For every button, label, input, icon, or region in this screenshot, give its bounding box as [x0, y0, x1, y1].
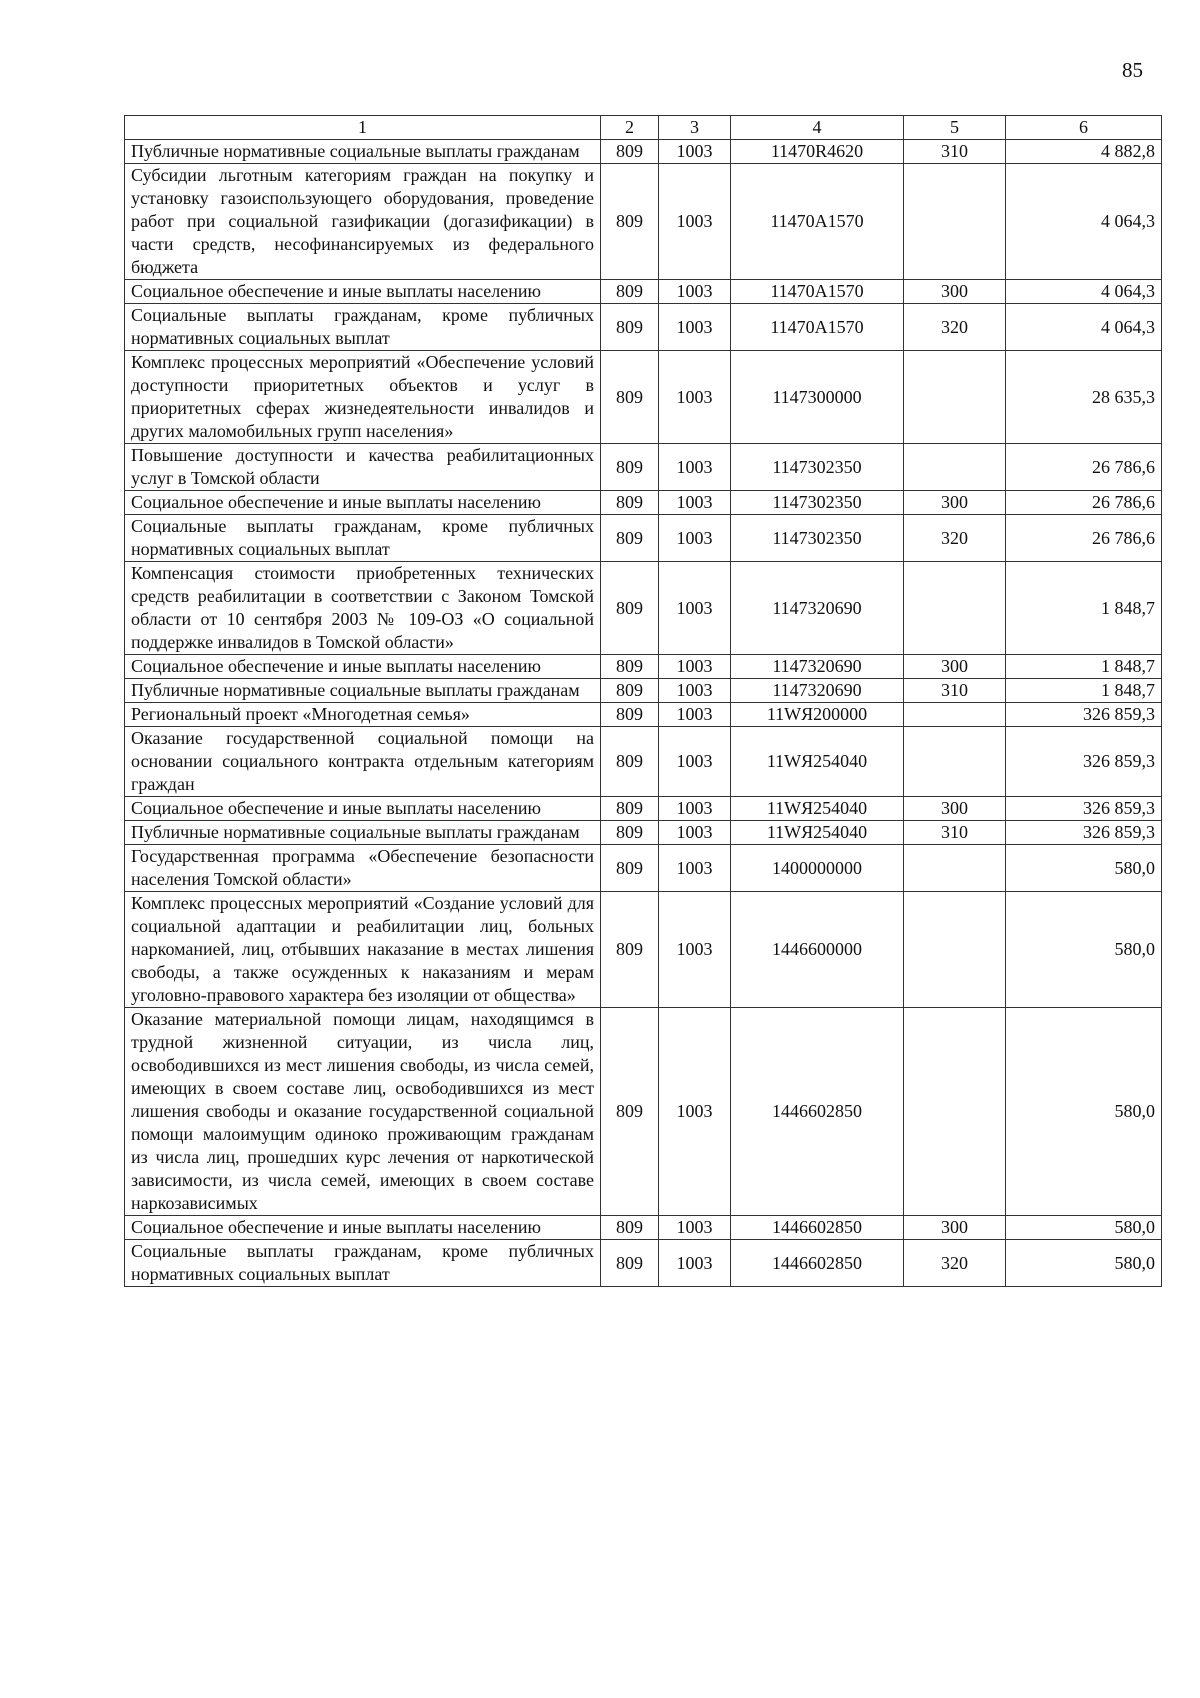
row-vr-cell: 320 — [904, 304, 1006, 351]
row-name-cell: Социальное обеспечение и иные выплаты населению — [125, 655, 601, 679]
row-ved-cell: 809 — [601, 140, 659, 164]
row-name-cell: Повышение доступности и качества реабилитационных услуг в Томской области — [125, 444, 601, 491]
table-row — [125, 140, 1162, 164]
row-vr-cell: 320 — [904, 515, 1006, 562]
row-sum-cell: 580,0 — [1006, 1008, 1162, 1216]
table-row — [125, 727, 1162, 797]
row-ved-cell: 809 — [601, 280, 659, 304]
row-razdel-cell: 1003 — [659, 562, 731, 655]
row-razdel-cell: 1003 — [659, 280, 731, 304]
table-row — [125, 491, 1162, 515]
table-row — [125, 562, 1162, 655]
row-name-cell: Публичные нормативные социальные выплаты гражданам — [125, 140, 601, 164]
row-sum-cell: 26 786,6 — [1006, 444, 1162, 491]
row-csr-cell: 11470A1570 — [731, 304, 904, 351]
row-sum-cell: 326 859,3 — [1006, 797, 1162, 821]
row-vr-cell — [904, 892, 1006, 1008]
row-vr-cell — [904, 562, 1006, 655]
row-csr-cell: 1446602850 — [731, 1008, 904, 1216]
header-col-1: 1 — [125, 116, 601, 140]
row-ved-cell: 809 — [601, 703, 659, 727]
table-body — [125, 140, 1162, 1287]
row-sum-cell: 580,0 — [1006, 892, 1162, 1008]
row-sum-cell: 580,0 — [1006, 1240, 1162, 1287]
row-sum-cell: 4 064,3 — [1006, 304, 1162, 351]
row-razdel-cell: 1003 — [659, 727, 731, 797]
row-razdel-cell: 1003 — [659, 845, 731, 892]
row-ved-cell: 809 — [601, 515, 659, 562]
row-sum-cell: 28 635,3 — [1006, 351, 1162, 444]
row-vr-cell: 300 — [904, 280, 1006, 304]
row-sum-cell: 326 859,3 — [1006, 821, 1162, 845]
table-row — [125, 1216, 1162, 1240]
row-vr-cell: 320 — [904, 1240, 1006, 1287]
row-razdel-cell: 1003 — [659, 679, 731, 703]
row-razdel-cell: 1003 — [659, 444, 731, 491]
row-csr-cell: 11470A1570 — [731, 164, 904, 280]
row-ved-cell: 809 — [601, 562, 659, 655]
row-name-cell: Комплекс процессных мероприятий «Обеспечение условий доступности приоритетных объектов и услуг в приоритетных сферах жизнедеятельности инвалидов и других маломобильных групп населения» — [125, 351, 601, 444]
row-csr-cell: 11470A1570 — [731, 280, 904, 304]
row-ved-cell: 809 — [601, 1008, 659, 1216]
row-razdel-cell: 1003 — [659, 164, 731, 280]
row-ved-cell: 809 — [601, 892, 659, 1008]
table-header — [125, 116, 1162, 140]
table-row — [125, 444, 1162, 491]
page-number: 85 — [1122, 58, 1143, 82]
row-vr-cell: 300 — [904, 491, 1006, 515]
row-razdel-cell: 1003 — [659, 351, 731, 444]
row-sum-cell: 26 786,6 — [1006, 491, 1162, 515]
row-ved-cell: 809 — [601, 1216, 659, 1240]
row-vr-cell — [904, 703, 1006, 727]
row-sum-cell: 580,0 — [1006, 1216, 1162, 1240]
row-vr-cell — [904, 164, 1006, 280]
row-csr-cell: 1446602850 — [731, 1240, 904, 1287]
header-col-6: 6 — [1006, 116, 1162, 140]
row-razdel-cell: 1003 — [659, 515, 731, 562]
row-sum-cell: 326 859,3 — [1006, 703, 1162, 727]
row-ved-cell: 809 — [601, 845, 659, 892]
row-razdel-cell: 1003 — [659, 491, 731, 515]
table-row — [125, 515, 1162, 562]
table-row — [125, 845, 1162, 892]
row-name-cell: Социальное обеспечение и иные выплаты населению — [125, 491, 601, 515]
row-ved-cell: 809 — [601, 821, 659, 845]
row-ved-cell: 809 — [601, 164, 659, 280]
header-row — [125, 116, 1162, 140]
row-csr-cell: 1147320690 — [731, 655, 904, 679]
table-row — [125, 351, 1162, 444]
row-vr-cell — [904, 727, 1006, 797]
row-razdel-cell: 1003 — [659, 797, 731, 821]
row-razdel-cell: 1003 — [659, 1216, 731, 1240]
row-name-cell: Социальное обеспечение и иные выплаты населению — [125, 797, 601, 821]
row-name-cell: Субсидии льготным категориям граждан на покупку и установку газоиспользующего оборудования, проведение работ при социальной газификации (догазификации) в части средств, несофинансируемых из федерального бюджета — [125, 164, 601, 280]
row-sum-cell: 1 848,7 — [1006, 655, 1162, 679]
row-csr-cell: 1400000000 — [731, 845, 904, 892]
row-name-cell: Социальные выплаты гражданам, кроме публичных нормативных социальных выплат — [125, 1240, 601, 1287]
row-csr-cell: 1147320690 — [731, 562, 904, 655]
row-razdel-cell: 1003 — [659, 821, 731, 845]
row-sum-cell: 26 786,6 — [1006, 515, 1162, 562]
row-name-cell: Комплекс процессных мероприятий «Создание условий для социальной адаптации и реабилитации лиц, больных наркоманией, лиц, отбывших наказание в местах лишения свободы, а также осужденных к наказаниям и мерам уголовно-правового характера без изоляции от общества» — [125, 892, 601, 1008]
row-ved-cell: 809 — [601, 797, 659, 821]
header-col-2: 2 — [601, 116, 659, 140]
row-vr-cell — [904, 1008, 1006, 1216]
table-row — [125, 304, 1162, 351]
table-row — [125, 821, 1162, 845]
table-row — [125, 797, 1162, 821]
row-ved-cell: 809 — [601, 491, 659, 515]
row-name-cell: Социальное обеспечение и иные выплаты населению — [125, 1216, 601, 1240]
row-sum-cell: 4 882,8 — [1006, 140, 1162, 164]
row-csr-cell: 1147302350 — [731, 444, 904, 491]
table-row — [125, 679, 1162, 703]
row-vr-cell — [904, 845, 1006, 892]
row-ved-cell: 809 — [601, 351, 659, 444]
row-vr-cell — [904, 351, 1006, 444]
table-row — [125, 280, 1162, 304]
row-ved-cell: 809 — [601, 1240, 659, 1287]
row-sum-cell: 1 848,7 — [1006, 679, 1162, 703]
row-razdel-cell: 1003 — [659, 655, 731, 679]
row-name-cell: Публичные нормативные социальные выплаты гражданам — [125, 821, 601, 845]
row-sum-cell: 326 859,3 — [1006, 727, 1162, 797]
row-sum-cell: 4 064,3 — [1006, 280, 1162, 304]
row-ved-cell: 809 — [601, 444, 659, 491]
row-name-cell: Оказание материальной помощи лицам, находящимся в трудной жизненной ситуации, из числа лиц, освободившихся из мест лишения свободы, из числа семей, имеющих в своем составе лиц, освободившихся из мест лишения свободы и оказание государственной социальной помощи малоимущим одиноко проживающим гражданам из числа лиц, прошедших курс лечения от наркотической зависимости, из числа семей, имеющих в своем составе наркозависимых — [125, 1008, 601, 1216]
row-name-cell: Социальные выплаты гражданам, кроме публичных нормативных социальных выплат — [125, 304, 601, 351]
header-col-4: 4 — [731, 116, 904, 140]
row-csr-cell: 11WЯ254040 — [731, 797, 904, 821]
row-name-cell: Социальные выплаты гражданам, кроме публичных нормативных социальных выплат — [125, 515, 601, 562]
row-razdel-cell: 1003 — [659, 1240, 731, 1287]
row-name-cell: Публичные нормативные социальные выплаты гражданам — [125, 679, 601, 703]
row-name-cell: Социальное обеспечение и иные выплаты населению — [125, 280, 601, 304]
row-sum-cell: 580,0 — [1006, 845, 1162, 892]
header-col-3: 3 — [659, 116, 731, 140]
table-row — [125, 1008, 1162, 1216]
row-csr-cell: 1446600000 — [731, 892, 904, 1008]
table-row — [125, 655, 1162, 679]
row-razdel-cell: 1003 — [659, 304, 731, 351]
budget-table — [124, 115, 1162, 1287]
row-ved-cell: 809 — [601, 679, 659, 703]
row-name-cell: Компенсация стоимости приобретенных технических средств реабилитации в соответствии с Законом Томской области от 10 сентября 2003 № 109-ОЗ «О социальной поддержке инвалидов в Томской области» — [125, 562, 601, 655]
row-vr-cell — [904, 444, 1006, 491]
table-row — [125, 892, 1162, 1008]
row-vr-cell: 300 — [904, 1216, 1006, 1240]
row-csr-cell: 1446602850 — [731, 1216, 904, 1240]
table-row — [125, 164, 1162, 280]
row-vr-cell: 300 — [904, 655, 1006, 679]
row-ved-cell: 809 — [601, 655, 659, 679]
row-name-cell: Оказание государственной социальной помощи на основании социального контракта отдельным категориям граждан — [125, 727, 601, 797]
row-ved-cell: 809 — [601, 727, 659, 797]
row-ved-cell: 809 — [601, 304, 659, 351]
row-csr-cell: 1147300000 — [731, 351, 904, 444]
header-col-5: 5 — [904, 116, 1006, 140]
row-vr-cell: 310 — [904, 821, 1006, 845]
table-row — [125, 1240, 1162, 1287]
row-razdel-cell: 1003 — [659, 892, 731, 1008]
row-razdel-cell: 1003 — [659, 1008, 731, 1216]
row-sum-cell: 1 848,7 — [1006, 562, 1162, 655]
row-razdel-cell: 1003 — [659, 703, 731, 727]
row-csr-cell: 11WЯ200000 — [731, 703, 904, 727]
row-csr-cell: 11WЯ254040 — [731, 821, 904, 845]
row-csr-cell: 1147302350 — [731, 491, 904, 515]
row-name-cell: Государственная программа «Обеспечение безопасности населения Томской области» — [125, 845, 601, 892]
row-name-cell: Региональный проект «Многодетная семья» — [125, 703, 601, 727]
row-sum-cell: 4 064,3 — [1006, 164, 1162, 280]
row-vr-cell: 310 — [904, 679, 1006, 703]
row-csr-cell: 1147320690 — [731, 679, 904, 703]
row-csr-cell: 1147302350 — [731, 515, 904, 562]
row-vr-cell: 310 — [904, 140, 1006, 164]
row-vr-cell: 300 — [904, 797, 1006, 821]
row-csr-cell: 11WЯ254040 — [731, 727, 904, 797]
row-razdel-cell: 1003 — [659, 140, 731, 164]
table-row — [125, 703, 1162, 727]
row-csr-cell: 11470R4620 — [731, 140, 904, 164]
